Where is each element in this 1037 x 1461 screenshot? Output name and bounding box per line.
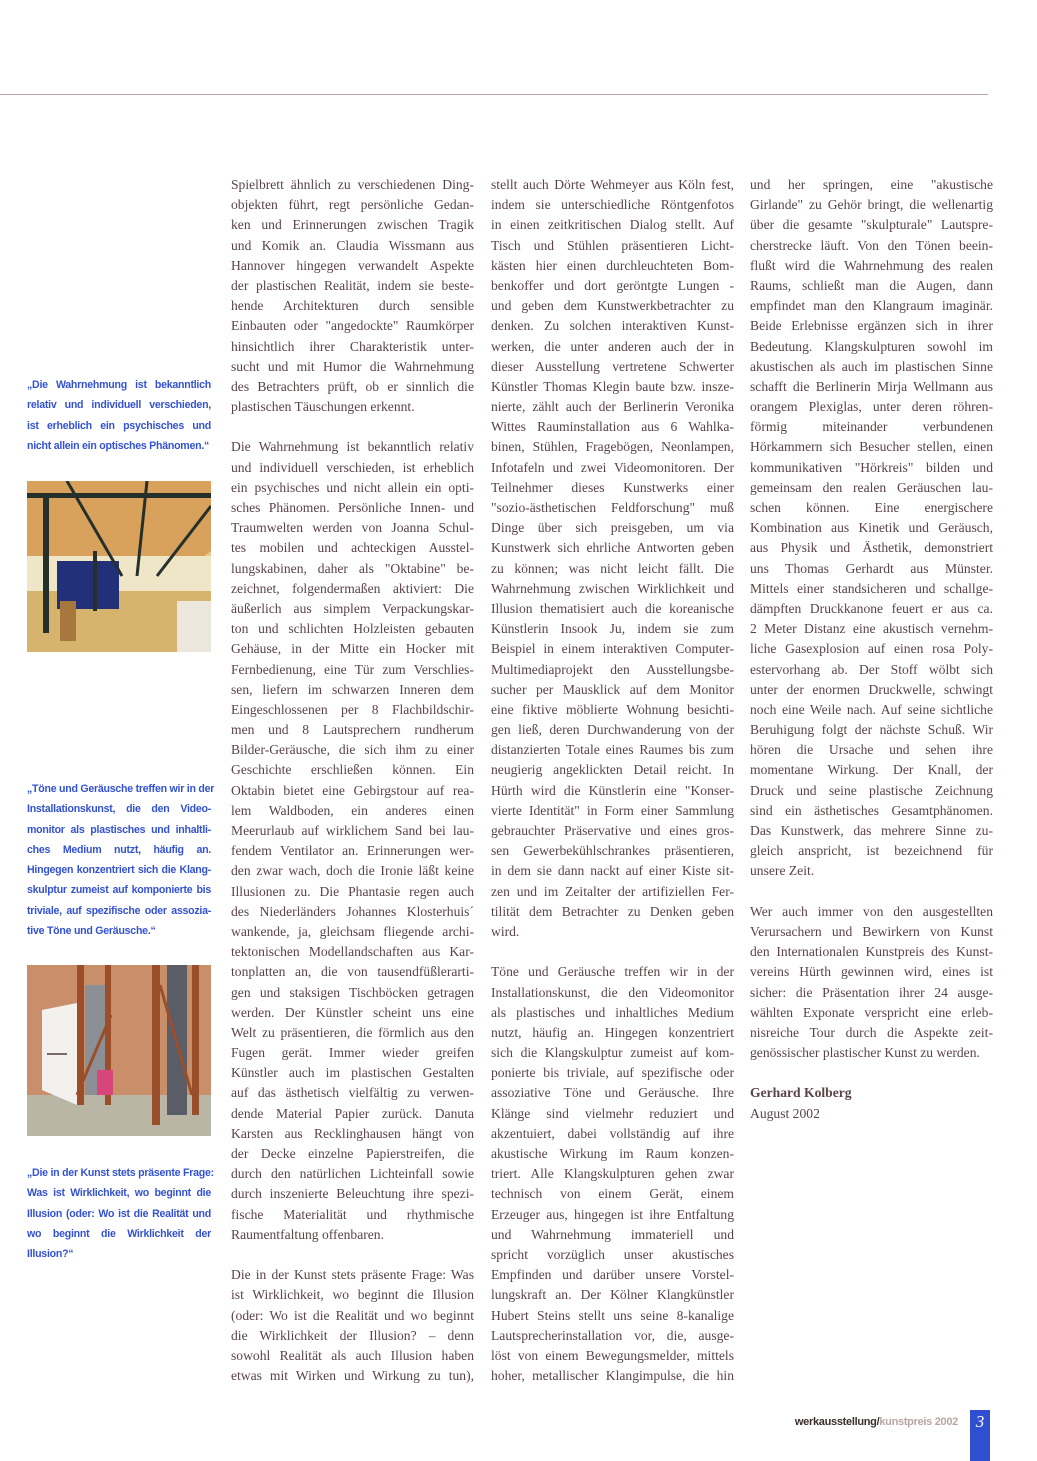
page-number: 3 (975, 1412, 985, 1431)
text-line: in einen zeitkritischen Dialog stellt. Auf (491, 217, 734, 233)
text-line: Gehäuse, in der Mitte ein Hocker mit (231, 641, 474, 657)
text-line: Kunstwerk sich ehrliche Antworten geben (491, 540, 734, 556)
text-line: auf das ästhetisch vielfältig zu verwen- (231, 1085, 474, 1101)
article-column-3 (750, 175, 993, 1124)
text-line: men und 8 Lautsprechern rundherum (231, 722, 474, 738)
text-line: durch den natürlichen Lichteinfall sowie (231, 1166, 474, 1182)
text-line: benkoffer und dort geröntgte Lungen - (491, 277, 734, 293)
text-line: Wer auch immer von den ausgestellten (750, 903, 993, 919)
quote-line: relativ und individuell verschieden, (27, 399, 211, 412)
quote-line: tive Töne und Geräusche.“ (27, 925, 156, 938)
text-line: assoziative Töne und Geräusche. Ihre (491, 1085, 734, 1101)
text-line: und geben dem Kunstwerkbetrachter zu (491, 298, 734, 314)
text-line: stellt auch Dörte Wehmeyer aus Köln fest, (491, 177, 734, 192)
text-line: gebrauchter Präservative und eines gros- (491, 823, 734, 838)
text-line: Multimediaprojekt den Ausstellungsbe- (491, 661, 734, 677)
text-line: technisch von einem Gerät, einem (491, 1186, 734, 1202)
text-line: Wahrnehmung zwischen Wirklichkeit und (491, 580, 734, 596)
text-line: Geschichte erschließen können. Ein (231, 762, 474, 778)
footer-publication (795, 1416, 958, 1428)
text-line: und individuell verschieden, ist erheblich (231, 459, 474, 475)
text-line: plastischen Täuschungen erkennt. (231, 399, 415, 415)
text-line: nierte, zählt auch der Berlinerin Veronika (491, 399, 734, 415)
text-line: lungskabinen, daher als "Oktabine" be- (231, 560, 474, 576)
text-line: und Wahrnehmung immateriell und (491, 1226, 734, 1242)
text-line: Bilder-Geräusche, die sich ihm zu einer (231, 742, 474, 758)
text-line: Infotafeln und zwei Videomonitoren. Der (491, 459, 734, 475)
text-line: Oktabin bietet eine Gebirgstour auf rea- (231, 782, 474, 798)
text-line: 2 Meter Distanz eine akustisch vernehm- (750, 621, 993, 637)
text-line: vereins Hürth gewinnen wird, eines ist (750, 964, 993, 980)
text-line: neugierig angeklickten Detail reicht. In (491, 762, 734, 778)
paragraph (491, 962, 734, 1386)
text-line: nisreiche Tour durch die Aspekte zeit- (750, 1024, 993, 1040)
quote-line: „Die Wahrnehmung ist bekanntlich (27, 379, 211, 391)
text-line: sich die Klangskulptur zumeist auf kom- (491, 1045, 734, 1061)
paragraph-gap (750, 882, 993, 902)
text-line: Eingeschlossenen per 8 Flachbildschir- (231, 701, 474, 717)
text-line: eine fiktive möblierte Wohnung besichti- (491, 701, 734, 717)
text-line: triert. Alle Klangskulpturen gehen zwar (491, 1166, 734, 1182)
text-line: fische Materialität und rhythmische (231, 1206, 474, 1222)
text-line: Beide Erlebnisse ergänzen sich in ihrer (750, 318, 993, 334)
text-line: gen ließ, deren Durchwanderung von der (491, 722, 734, 738)
text-line: tektonischen Modellandschaften aus Kar- (231, 944, 474, 960)
text-line: lungskraft an. Der Kölner Klangkünstler (491, 1287, 734, 1303)
text-line: sucht und mit Humor die Wahrnehmung (231, 358, 474, 374)
text-line: orangem Plexiglas, unter deren röhren- (750, 399, 993, 415)
text-line: Hürth wird die Künstlerin eine "Konser- (491, 782, 734, 798)
text-line: cherstrecke läuft. Von den Tönen beein- (750, 237, 993, 253)
text-line: ken und Erinnerungen zwischen Tragik (231, 217, 474, 233)
text-line: Wittes Rauminstallation aus 6 Wahlka- (491, 419, 734, 435)
text-line: sen, liefern im schwarzen Inneren dem (231, 681, 474, 697)
text-line: Traumwelten werden von Joanna Schul- (231, 520, 474, 536)
text-line: tes mobilen und achteckigen Ausstel- (231, 540, 474, 556)
text-line: Spielbrett ähnlich zu verschiedenen Ding- (231, 177, 474, 192)
text-line: sowohl Realität als auch Illusion haben (231, 1347, 474, 1363)
text-line: lem Waldboden, ein anderes einen (231, 802, 474, 818)
text-line: sucher per Mausklick auf dem Monitor (491, 681, 734, 697)
text-line: tilität dem Betrachter zu Denken geben (491, 903, 734, 919)
article-column-1 (231, 175, 474, 1386)
text-line: hinsichtlich ihrer Charakteristik unter- (231, 338, 474, 354)
text-line: in dem sie dann nackt auf einer Kiste sit- (491, 863, 734, 879)
text-line: äußerlich aus simplem Verpackungskar- (231, 600, 474, 616)
text-line: tonplatten an, die von tausendfüßlerarti- (231, 964, 474, 980)
text-line: sches Phänomen. Persönliche Innen- und (231, 500, 474, 515)
text-line: spricht vorzüglich unser akustisches (491, 1246, 734, 1262)
page-number-box (970, 1410, 990, 1461)
quote-line: „Die in der Kunst stets präsente Frage: (27, 1167, 214, 1179)
text-line: sind ein ästhetisches Gesamtphänomen. (750, 802, 993, 818)
text-line: Verursachern und Bewirkern von Kunst (750, 923, 993, 939)
text-line: Illusionen zu. Die Phantasie regen auch (231, 883, 474, 899)
article-date: August 2002 (750, 1105, 820, 1121)
text-line: "sozio-ästhetischen Feldforschung" muß (491, 500, 734, 515)
text-line: indem sie unterschiedliche Röntgenfotos (491, 197, 734, 213)
paragraph-gap (491, 942, 734, 962)
text-line: schafft die Berlinerin Mirja Wellmann aus (750, 378, 993, 394)
text-line: akustische Wirkung im Raum konzen- (491, 1146, 734, 1161)
paragraph (231, 1265, 474, 1386)
text-line: Raumentfaltung offenbaren. (231, 1226, 385, 1242)
text-line: Hannover hingegen verwandelt Aspekte (231, 257, 474, 273)
text-line: sicher: die Präsentation ihrer 24 ausge- (750, 984, 993, 1000)
text-line: etwas mit Wirken und Wirkung zu tun), (231, 1368, 474, 1384)
text-line: liche Gasexplosion auf einen rosa Poly- (750, 641, 993, 657)
text-line: Teilnehmer dieses Kunstwerks einer (491, 479, 734, 495)
text-line: Beispiel in einem interaktiven Computer- (491, 641, 734, 657)
text-line: Die in der Kunst stets präsente Frage: Was (231, 1267, 474, 1283)
text-line: und Komik an. Claudia Wissmann aus (231, 237, 474, 253)
text-line: flußt wird die Wahrnehmung des realen (750, 257, 993, 273)
text-line: Lautsprecherinstallation vor, die, ausge- (491, 1327, 734, 1343)
text-line: dieser Ausstellung vertretene Schwerter (491, 358, 734, 374)
quote-line: nicht allein ein optisches Phänomen.“ (27, 439, 210, 452)
text-line: Raums, schließt man die Augen, dann (750, 277, 993, 293)
text-line: aus Physik und Ästhetik, demonstriert (750, 540, 993, 556)
text-line: noch eine Weile nach. Auf seine sichtliche (750, 701, 993, 717)
photo-exhibition-hall (27, 481, 211, 652)
text-line: Meerurlaub auf wirklichem Sand bei lau- (231, 823, 474, 838)
text-line: Hubert Steins stellt uns seine 8-kanalige (491, 1307, 734, 1323)
text-line: uns Thomas Gerhardt aus Münster. (750, 560, 993, 576)
text-line: Fugen gerät. Immer wieder greifen (231, 1045, 474, 1061)
text-line: kommunikativen "Hörkreis" bilden und (750, 459, 993, 475)
text-line: hoher, metallischer Klangimpulse, die hin (491, 1368, 734, 1384)
text-line: Bedeutung. Klangskulpturen sowohl im (750, 338, 993, 354)
text-line: wählten Exponate verspricht eine erleb- (750, 1004, 993, 1020)
text-line: kästen hier einen durchleuchteten Bom- (491, 257, 734, 273)
footer-publication-name: werkausstellung/ (794, 1416, 880, 1428)
text-line: dämpften Druckkanone feuert er aus ca. (750, 600, 993, 616)
paragraph (491, 175, 734, 942)
text-line: den Internationalen Kunstpreis des Kunst- (750, 944, 993, 960)
text-line: werden. Der Künstler scheint uns eine (231, 1004, 474, 1020)
text-line: zen und im Zeitalter der artifiziellen Fer- (491, 883, 734, 899)
text-line: zu können; was nicht leicht fällt. Die (491, 560, 734, 576)
text-line: Fernbedienung, eine Tür zum Verschlies- (231, 661, 474, 677)
article-column-2 (491, 175, 734, 1386)
quote-line: ches Medium nutzt, häufig an. (27, 843, 211, 856)
text-line: Installationskunst, die den Videomonitor (491, 984, 734, 1000)
text-line: hören die Ursache und sehen ihre (750, 742, 993, 758)
text-line: Die Wahrnehmung ist bekanntlich relativ (231, 439, 474, 455)
text-line: genössischer plastischer Kunst zu werden. (750, 1045, 980, 1061)
text-line: Empfinden und darüber unsere Vorstel- (491, 1267, 734, 1283)
text-line: unsere Zeit. (750, 863, 815, 879)
text-line: gen und staksigen Tischböcken getragen (231, 984, 474, 1000)
quote-line: ist erheblich ein psychisches und (27, 419, 211, 432)
text-line: als plastisches und inhaltliches Medium (491, 1004, 734, 1020)
text-line: akustischen als auch im plastischen Sinne (750, 358, 993, 374)
text-line: empfindet man den Klangraum imaginär. (750, 298, 993, 314)
quote-line: skulptur zumeist auf komponierte bis (27, 884, 211, 897)
text-line: löst von einem Bewegungsmelder, mittels (491, 1347, 734, 1363)
text-line: Töne und Geräusche treffen wir in der (491, 964, 734, 980)
text-line: dende Material Papier zurück. Danuta (231, 1105, 474, 1121)
text-line: ein psychisches und nicht allein ein opti- (231, 479, 474, 495)
text-line: des Betrachters prüft, ob er sinnlich die (231, 378, 474, 394)
text-line: Tisch und Stühlen präsentieren Licht- (491, 237, 734, 253)
text-line: die Wirklichkeit der Illusion? – denn (231, 1327, 474, 1343)
text-line: Girlande" zu Gehör bringt, die wellenartig (750, 197, 993, 213)
text-line: förmig miteinander verbundenen (750, 419, 993, 435)
quote-line: „Töne und Geräusche treffen wir in der (27, 783, 215, 795)
text-line: Druck und seine plastische Zeichnung (750, 782, 993, 798)
text-line: des Niederländers Johannes Klosterhuis´ (231, 903, 474, 919)
text-line: Hörkammern sich Besucher stellen, einen (750, 439, 993, 455)
quote-line: Installationskunst, die den Video- (27, 803, 211, 816)
text-line: momentane Wirkung. Der Knall, der (750, 762, 993, 778)
text-line: Einbauten oder "angedockte" Raumkörper (231, 318, 474, 334)
pull-quote-1 (27, 375, 211, 456)
text-line: Klänge sind vielmehr reduziert und (491, 1105, 734, 1121)
quote-line: monitor als plastisches und inhaltli- (27, 823, 211, 836)
quote-line: wo beginnt die Wirklichkeit der (27, 1227, 211, 1240)
text-line: Illusion thematisiert auch die koreanische (491, 600, 734, 616)
text-line: sen Gewerbekühlschrankes präsentieren, (491, 843, 734, 859)
paragraph-gap (231, 1245, 474, 1265)
text-line: Dinge über sich preisgeben, um via (491, 520, 734, 536)
paragraph (231, 175, 474, 417)
text-line: akzentuiert, dabei vollständig auf ihre (491, 1125, 734, 1141)
text-line: der Decke einzelne Papierstreifen, die (231, 1146, 474, 1161)
paragraph (750, 175, 993, 882)
paragraph-gap (750, 1063, 993, 1083)
text-line: Karsten aus Recklinghausen hängt von (231, 1125, 474, 1141)
photo-steel-installation (27, 965, 211, 1136)
paragraph (750, 902, 993, 1064)
text-line: ton und schlichten Holzleisten gebauten (231, 621, 474, 637)
text-line: zeichnet, folgendermaßen aktiviert: Die (231, 580, 474, 596)
text-line: denken. Zu solchen interaktiven Kunst- (491, 318, 734, 334)
text-line: über die gesamte "skulpturale" Lautspre- (750, 217, 993, 233)
text-line: schen können. Eine energischere (750, 500, 993, 515)
text-line: estervorhang ab. Der Stoff wölbt sich (750, 661, 993, 677)
quote-line: Was ist Wirklichkeit, wo beginnt die (27, 1187, 211, 1200)
text-line: Welt zu präsentieren, die förmlich aus den (231, 1024, 474, 1040)
text-line: der plastischen Realität, indem sie beste- (231, 277, 474, 293)
pull-quote-2 (27, 779, 215, 941)
text-line: nutzt, häufig an. Hingegen konzentriert (491, 1024, 734, 1040)
text-line: gleich anspricht, ist bezeichnend für (750, 843, 993, 859)
text-line: wird. (491, 923, 520, 939)
author-name: Gerhard Kolberg (750, 1085, 852, 1101)
text-line: binen, Stühlen, Fragebögen, Neonlampen, (491, 439, 734, 455)
text-line: vierte Identität" in Form einer Sammlung (491, 802, 734, 818)
paragraph (231, 437, 474, 1245)
paragraph-gap (231, 417, 474, 437)
text-line: Kombination aus Kinetik und Geräusch, (750, 520, 993, 536)
text-line: fendem Ventilator an. Erinnerungen wer- (231, 843, 474, 859)
footer-subtitle: kunstpreis 2002 (879, 1416, 958, 1428)
quote-line: Illusion (oder: Wo ist die Realität und (27, 1207, 211, 1220)
quote-line: triviale, auf spezifische oder assozia- (27, 904, 211, 917)
text-line: Das Kunstwerk, das mehrere Sinne zu- (750, 823, 993, 838)
text-line: wankende, ja, gleichsam fliegende archi- (231, 923, 474, 939)
text-line: Mittels einer standsicheren und schallge- (750, 580, 993, 596)
text-line: durch inszenierte Beleuchtung ihre spezi- (231, 1186, 474, 1202)
text-line: hende Architekturen durch sensible (231, 298, 474, 314)
text-line: (oder: Wo ist die Realität und wo beginnt (231, 1307, 474, 1323)
pull-quote-3 (27, 1163, 214, 1264)
quote-line: Illusion?“ (27, 1248, 74, 1261)
text-line: den zwar wach, doch die Ironie läßt keine (231, 863, 474, 879)
text-line: werken, die unter anderen auch der in (491, 338, 734, 354)
text-line: Künstlerin Insook Ju, indem sie zum (491, 621, 734, 637)
text-line: Beruhigung folgt der nächste Schuß. Wir (750, 722, 993, 738)
top-rule (0, 94, 988, 95)
quote-line: Hingegen konzentriert sich die Klang- (27, 864, 211, 877)
text-line: gemeinsam den realen Geräuschen lau- (750, 479, 993, 495)
text-line: ist Wirklichkeit, wo beginnt die Illusion (231, 1287, 474, 1303)
text-line: Künstler Thomas Klegin baute bzw. insze- (491, 378, 734, 394)
text-line: Erzeuger aus, hingegen ist ihre Entfaltung (491, 1206, 734, 1222)
text-line: unter der enormen Druckwelle, schwingt (750, 681, 993, 697)
text-line: distanzierten Totale eines Raumes bis zum (491, 742, 734, 758)
text-line: ponierte bis triviale, auf spezifische oder (491, 1065, 734, 1081)
text-line: objekten führt, regt persönliche Gedan- (231, 197, 474, 213)
text-line: Künstler auch im plastischen Gestalten (231, 1065, 474, 1081)
text-line: und her springen, eine "akustische (750, 177, 993, 192)
